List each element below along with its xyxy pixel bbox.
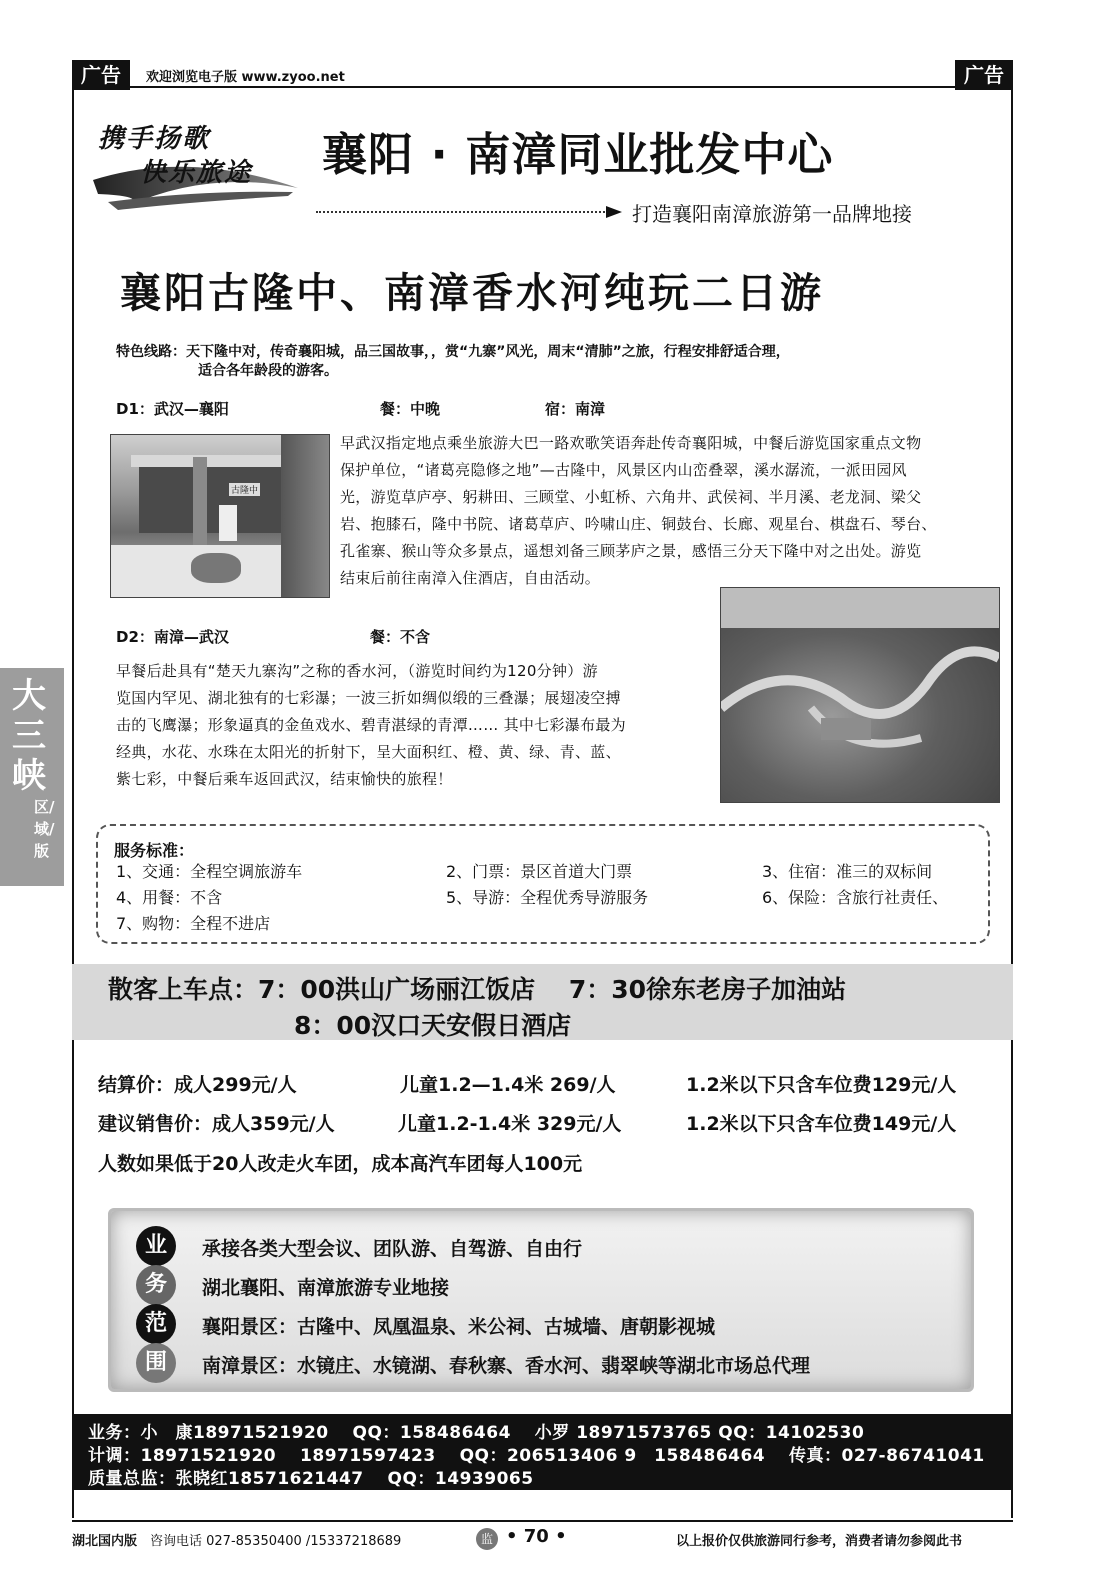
- day2-line: 紫七彩，中餐后乘车返回武汉，结束愉快的旅程！: [116, 770, 453, 788]
- day1-line: 光，游览草庐亭、躬耕田、三顾堂、小虹桥、六角井、武侯祠、半月溪、老龙洞、梁父: [340, 488, 922, 506]
- service-item: 7、购物：全程不进店: [116, 914, 271, 933]
- brand-slogan: 打造襄阳南漳旅游第一品牌地接: [632, 202, 912, 226]
- service-item: 6、保险：含旅行社责任、: [762, 888, 949, 907]
- scope-line: 襄阳景区：古隆中、凤凰温泉、米公祠、古城墙、唐朝影视城: [202, 1316, 716, 1338]
- feature-line1: 特色线路：天下隆中对，传奇襄阳城，品三国故事，，赏“九寨”风光，周末“清肺”之旅，行程安排舒适合理，: [116, 344, 790, 360]
- day1-meal: 餐：中晚: [380, 400, 441, 418]
- day1-line: 结束后前往南漳入住酒店，自由活动。: [340, 569, 601, 587]
- scope-circle: 务: [136, 1265, 176, 1305]
- day2-route: D2：南漳—武汉: [116, 628, 229, 646]
- service-item: 4、用餐：不含: [116, 888, 223, 907]
- pickup-line2: 8：00汉口天安假日酒店: [294, 1011, 572, 1040]
- services-heading: 服务标准：: [114, 841, 195, 860]
- footer-disclaimer: 以上报价仅供旅游同行参考，消费者请勿参阅此书: [676, 1534, 963, 1549]
- scope-circle: 范: [136, 1304, 176, 1344]
- contact-line2: 计调：18971521920 18971597423 QQ：206513406 9 158486464 传真：027-86741041: [88, 1446, 985, 1466]
- service-item: 2、门票：景区首道大门票: [446, 862, 633, 881]
- footer-badge: 监: [476, 1528, 498, 1550]
- suggest-price-label: 建议销售价：成人359元/人: [98, 1113, 335, 1135]
- river-icon: [721, 588, 999, 802]
- side-tab-small: 区/域/版: [34, 798, 55, 860]
- contact-line1: 业务：小 康18971521920 QQ：158486464 小罗 18971573765 QQ：14102530: [88, 1423, 865, 1443]
- day2-line: 击的飞鹰瀑；形象逼真的金鱼戏水、碧青湛绿的青潭…… 其中七彩瀑布最为: [116, 716, 626, 734]
- side-tab: [0, 668, 64, 886]
- day1-line: 孔雀寨、猴山等众多景点，遥想刘备三顾茅庐之景，感悟三分天下隆中对之出处。游览: [340, 542, 922, 560]
- day2-line: 览国内罕见、湖北独有的七彩瀑；一波三折如绸似缎的三叠瀑；展翅凌空搏: [116, 689, 621, 707]
- footer-edition: 湖北国内版: [72, 1534, 138, 1549]
- day1-line: 岩、抱膝石，隆中书院、诸葛草庐、吟啸山庄、铜鼓台、长廊、观星台、棋盘石、琴台、: [340, 515, 937, 533]
- brand-logo: [88, 110, 303, 220]
- feature-line2: 适合各年龄段的游客。: [198, 363, 338, 379]
- page-number: • 70 •: [506, 1526, 567, 1547]
- scope-line: 湖北襄阳、南漳旅游专业地接: [202, 1277, 450, 1299]
- day2-line: 经典，水花、水珠在太阳光的折射下，呈大面积红、橙、黄、绿、青、蓝、: [116, 743, 621, 761]
- photo-sign: 古隆中: [229, 483, 260, 496]
- day2-description: [116, 658, 706, 793]
- scope-line: 南漳景区：水镜庄、水镜湖、春秋寨、香水河、翡翠峡等湖北市场总代理: [202, 1355, 811, 1377]
- pickup-line1: 散客上车点：7：00洪山广场丽江饭店 7：30徐东老房子加油站: [108, 975, 847, 1004]
- logo-line2: 快乐旅途: [140, 158, 253, 188]
- services-grid: [116, 860, 1002, 936]
- welcome-text: 欢迎浏览电子版 www.zyoo.net: [146, 70, 345, 85]
- day1-line: 早武汉指定地点乘坐旅游大巴一路欢歌笑语奔赴传奇襄阳城，中餐后游览国家重点文物: [340, 434, 922, 452]
- brand-title: 襄阳 · 南漳同业批发中心: [322, 128, 834, 181]
- suggest-price-below: 1.2米以下只含车位费149元/人: [686, 1113, 957, 1135]
- service-item: 1、交通：全程空调旅游车: [116, 862, 303, 881]
- arrow-right-icon: [606, 206, 622, 218]
- scope-line: 承接各类大型会议、团队游、自驾游、自由行: [202, 1238, 583, 1260]
- day1-line: 保护单位，“诸葛亮隐修之地”—古隆中，风景区内山峦叠翠，溪水潺流，一派田园风: [340, 461, 907, 479]
- scope-circle: 业: [136, 1226, 176, 1266]
- suggest-price-child: 儿童1.2-1.4米 329元/人: [398, 1113, 622, 1135]
- footer-rule: [72, 1520, 1013, 1522]
- day1-stay: 宿：南漳: [545, 400, 606, 418]
- contact-line3: 质量总监：张晓红18571621447 QQ：14939065: [88, 1469, 534, 1489]
- ad-label-right: 广告: [955, 60, 1013, 90]
- settle-price-below: 1.2米以下只含车位费129元/人: [686, 1074, 957, 1096]
- footer-phone: 咨询电话 027-85350400 /15337218689: [150, 1534, 402, 1549]
- service-item: 5、导游：全程优秀导游服务: [446, 888, 649, 907]
- settle-price-child: 儿童1.2—1.4米 269/人: [400, 1074, 616, 1096]
- day1-route: D1：武汉—襄阳: [116, 400, 229, 418]
- day1-description: [340, 430, 1006, 592]
- day2-meal: 餐：不含: [370, 628, 431, 646]
- price-note: 人数如果低于20人改走火车团，成本高汽车团每人100元: [98, 1153, 583, 1175]
- scope-circle: 围: [136, 1343, 176, 1383]
- settle-price-label: 结算价：成人299元/人: [98, 1074, 297, 1096]
- slogan-arrow: [316, 211, 612, 213]
- longzhong-photo: [110, 434, 330, 598]
- side-tab-big: 大三峡: [12, 676, 46, 796]
- ad-label-left: 广告: [72, 60, 130, 90]
- day2-line: 早餐后赴具有“楚天九寨沟”之称的香水河，（游览时间约为120分钟）游: [116, 662, 598, 680]
- service-item: 3、住宿：准三的双标间: [762, 862, 933, 881]
- river-valley-photo: [720, 587, 1000, 803]
- logo-line1: 携手扬歌: [98, 124, 211, 154]
- tour-title: 襄阳古隆中、南漳香水河纯玩二日游: [120, 269, 824, 317]
